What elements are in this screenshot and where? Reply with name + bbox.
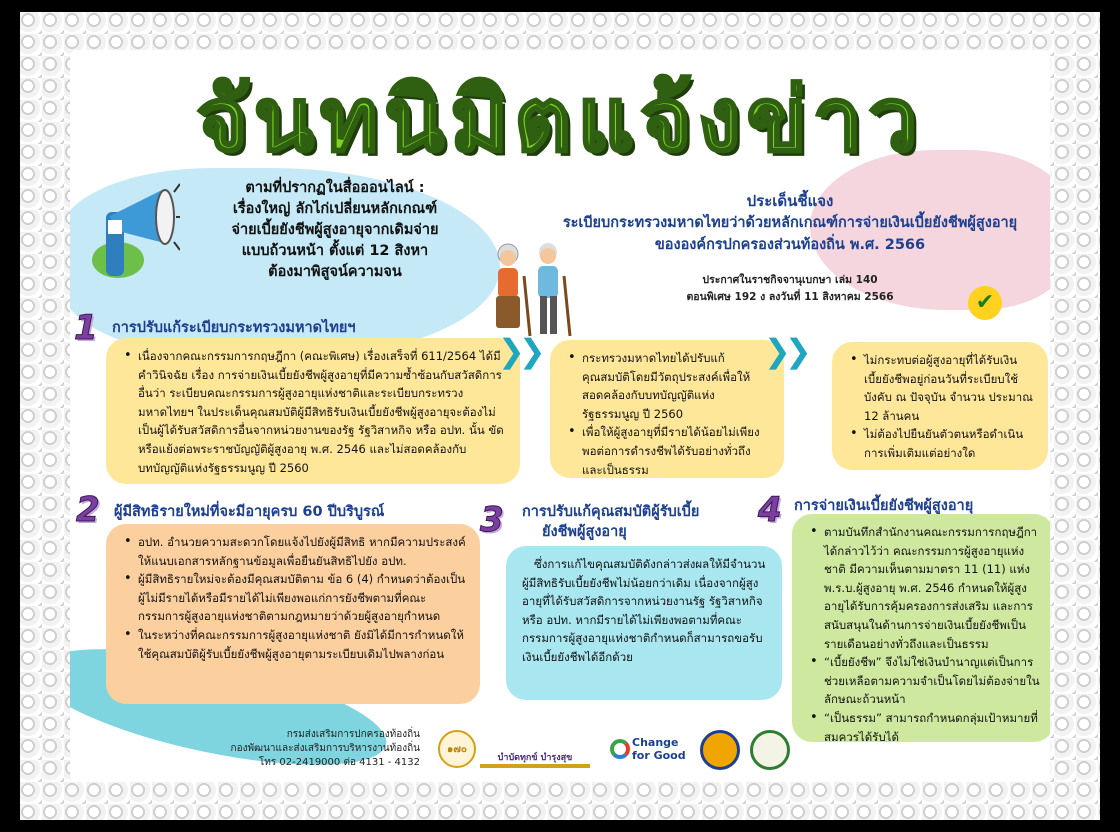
section-title: การปรับแก้ระเบียบกระทรวงมหาดไทยฯ — [112, 320, 356, 336]
footer-contact — [190, 728, 420, 770]
list-item: • กระทรวงมหาดไทยได้ปรับแก้คุณสมบัติโดยมีวัตถุประสงค์เพื่อให้สอดคล้องกับบทบัญญัติแห่งรัฐธรรมนูญ ปี 2560 — [566, 349, 770, 423]
section-title: ผู้มีสิทธิรายใหม่ที่จะมีอายุครบ 60 ปีบริบูรณ์ — [114, 504, 385, 520]
claim-line: ต้องมาพิสูจน์ความจน — [268, 264, 402, 280]
issue-heading — [520, 190, 1050, 256]
list-item: • อปท. อำนวยความสะดวกโดยแจ้งไปยังผู้มีสิทธิ หากมีความประสงค์ให้แนบเอกสารหลักฐานข้อมูลเพื่อยืนยันสิทธิไปยัง อปท. — [122, 533, 466, 570]
section2-box — [106, 524, 480, 704]
change-for-good-logo — [610, 730, 686, 768]
section3-box — [506, 546, 782, 700]
list-item: • ไม่กระทบต่อผู้สูงอายุที่ได้รับเงินเบี้ยยังชีพอยู่ก่อนวันที่ระเบียบใช้บังคับ ณ ปัจจุบัน จำนวน ประมาณ 12 ล้านคน — [848, 351, 1034, 425]
list-item: • ในระหว่างที่คณะกรรมการผู้สูงอายุแห่งชาติ ยังมิได้มีการกำหนดให้ใช้คุณสมบัติผู้รับเบี้ยยังชีพผู้สูงอายุตามระเบียบเดิมไปพลางก่อน — [122, 626, 466, 663]
section-number: 2 — [76, 490, 100, 530]
poster — [70, 50, 1050, 782]
section1-box — [106, 338, 520, 484]
section1-impact-box — [832, 342, 1048, 470]
section4-box — [792, 514, 1050, 742]
gazette-line: ประกาศในราชกิจจานุเบกษา เล่ม 140 — [702, 274, 878, 286]
anniversary-logo: ๑๗๐ — [438, 730, 476, 768]
section-title: การจ่ายเงินเบี้ยยังชีพผู้สูงอายุ — [794, 498, 974, 514]
claim-line: เรื่องใหญ่ ลักไก่เปลี่ยนหลักเกณฑ์ — [232, 201, 438, 217]
change-word: Change — [632, 736, 679, 749]
chevron-right-icon: ❯❯ — [498, 332, 540, 370]
list-item: • ไม่ต้องไปยืนยันตัวตนหรือดำเนินการเพิ่มเติมแต่อย่างใด — [848, 425, 1034, 462]
regulation-name: ระเบียบกระทรวงมหาดไทยว่าด้วยหลักเกณฑ์การจ่ายเงินเบี้ยยังชีพผู้สูงอายุ — [562, 215, 1018, 231]
section-title-line: ยังชีพผู้สูงอายุ — [542, 524, 627, 540]
megaphone-icon — [90, 172, 180, 282]
for-good-word: for Good — [632, 749, 686, 762]
list-item: • “เป็นธรรม” สามารถกำหนดกลุ่มเป้าหมายที่สมควรได้รับได้ — [808, 709, 1040, 746]
change-circle-icon — [610, 739, 630, 759]
online-claim — [180, 178, 490, 283]
claim-line: ตามที่ปรากฏในสื่อออนไลน์ : — [245, 180, 425, 196]
claim-line: แบบถ้วนหน้า ตั้งแต่ 12 สิงหา — [241, 243, 429, 259]
brand-logo: บำบัดทุกข์ บำรุงสุข — [480, 730, 590, 768]
gazette-reference — [660, 272, 920, 306]
agency-seal-logo — [700, 730, 740, 770]
section-number: 1 — [74, 308, 98, 348]
checkmark-icon: ✔ — [968, 286, 1002, 320]
section-number: 4 — [758, 490, 782, 530]
section-number: 3 — [480, 500, 504, 540]
footer-line: กรมส่งเสริมการปกครองท้องถิ่น — [286, 729, 420, 740]
list-item: • “เบี้ยยังชีพ” จึงไม่ใช่เงินบำนาญแต่เป็นการช่วยเหลือตามความจำเป็นโดยไม่ต้องจ่ายในลักษณะถ้วนหน้า — [808, 653, 1040, 709]
section-title-line: การปรับแก้คุณสมบัติผู้รับเบี้ย — [522, 504, 700, 520]
list-item: • เนื่องจากคณะกรรมการกฤษฎีกา (คณะพิเศษ) เรื่องเสร็จที่ 611/2564 ได้มีคำวินิจฉัย เรื่อง การจ่ายเงินเบี้ยยังชีพผู้สูงอายุที่มีความซ้ำซ้อนกับสวัสดิการอื่นว่า ระเบียบคณะกรรมการผู้สูงอายุแห่งชาติและระเบียบกระทรวงมหาดไทยฯ ในประเด็นคุณสมบัติผู้มีสิทธิรับเงินเบี้ยยังชีพผู้สูงอายุจะต้องไม่เป็นผู้ได้รับสวัสดิการอื่นจากหน่วยงานของรัฐ รัฐวิสาหกิจ หรือ อปท. นั้น ขัดหรือแย้งต่อพระราชบัญญัติผู้สูงอายุ พ.ศ. 2546 และไม่สอดคล้องกับบทบัญญัติแห่งรัฐธรรมนูญ ปี 2560 — [122, 347, 506, 477]
list-item: • ผู้มีสิทธิรายใหม่จะต้องมีคุณสมบัติตาม ข้อ 6 (4) กำหนดว่าต้องเป็นผู้ไม่มีรายได้หรือมีรายได้ไม่เพียงพอแก่การยังชีพตามที่คณะกรรมการผู้สูงอายุแห่งชาติตามกฎหมายว่าด้วยผู้สูงอายุกำหนด — [122, 570, 466, 626]
decorative-frame — [20, 12, 1100, 820]
list-item: • เพื่อให้ผู้สูงอายุที่มีรายได้น้อยไม่เพียงพอต่อการดำรงชีพได้รับอย่างทั่วถึงและเป็นธรรม — [566, 423, 770, 479]
chevron-right-icon: ❯❯ — [764, 332, 806, 370]
footer-line: กองพัฒนาและส่งเสริมการบริหารงานท้องถิ่น — [230, 743, 420, 754]
regulation-name: ขององค์กรปกครองส่วนท้องถิ่น พ.ศ. 2566 — [654, 237, 926, 253]
list-item: • ตามบันทึกสำนักงานคณะกรรมการกฤษฎีกา ได้กล่าวไว้ว่า คณะกรรมการผู้สูงอายุแห่งชาติ มีความเห็นตามมาตรา 11 (11) แห่ง พ.ร.บ.ผู้สูงอายุ พ.ศ. 2546 กำหนดให้ผู้สูงอายุได้รับการคุ้มครองการส่งเสริม และการสนับสนุนในด้านการจ่ายเงินเบี้ยยังชีพเป็นรายเดือนอย่างทั่วถึงและเป็นธรรม — [808, 523, 1040, 653]
issue-title: ประเด็นชี้แจง — [746, 192, 834, 210]
section3-text: ซึ่งการแก้ไขคุณสมบัติดังกล่าวส่งผลให้มีจำนวนผู้มีสิทธิรับเบี้ยยังชีพไม่น้อยกว่าเดิม เนื่องจากผู้สูงอายุที่ได้รับสวัสดิการจากหน่วยงานรัฐ รัฐวิสาหกิจ หรือ อปท. หากมีรายได้ไม่เพียงพอตามที่คณะกรรมการผู้สูงอายุแห่งชาติกำหนดก็สามารถขอรับเงินเบี้ยยังชีพได้อีกด้วย — [522, 557, 766, 664]
ministry-seal-logo — [750, 730, 790, 770]
section-title — [522, 502, 699, 542]
poster-title: จันทนิมิตแจ้งข่าว — [196, 68, 924, 171]
change-text — [632, 736, 686, 762]
section1-measures-box — [550, 340, 784, 478]
claim-line: จ่ายเบี้ยยังชีพผู้สูงอายุจากเดิมจ่าย — [231, 222, 439, 238]
gazette-line: ตอนพิเศษ 192 ง ลงวันที่ 11 สิงหาคม 2566 — [686, 291, 894, 303]
footer-line: โทร 02-2419000 ต่อ 4131 - 4132 — [258, 757, 420, 768]
